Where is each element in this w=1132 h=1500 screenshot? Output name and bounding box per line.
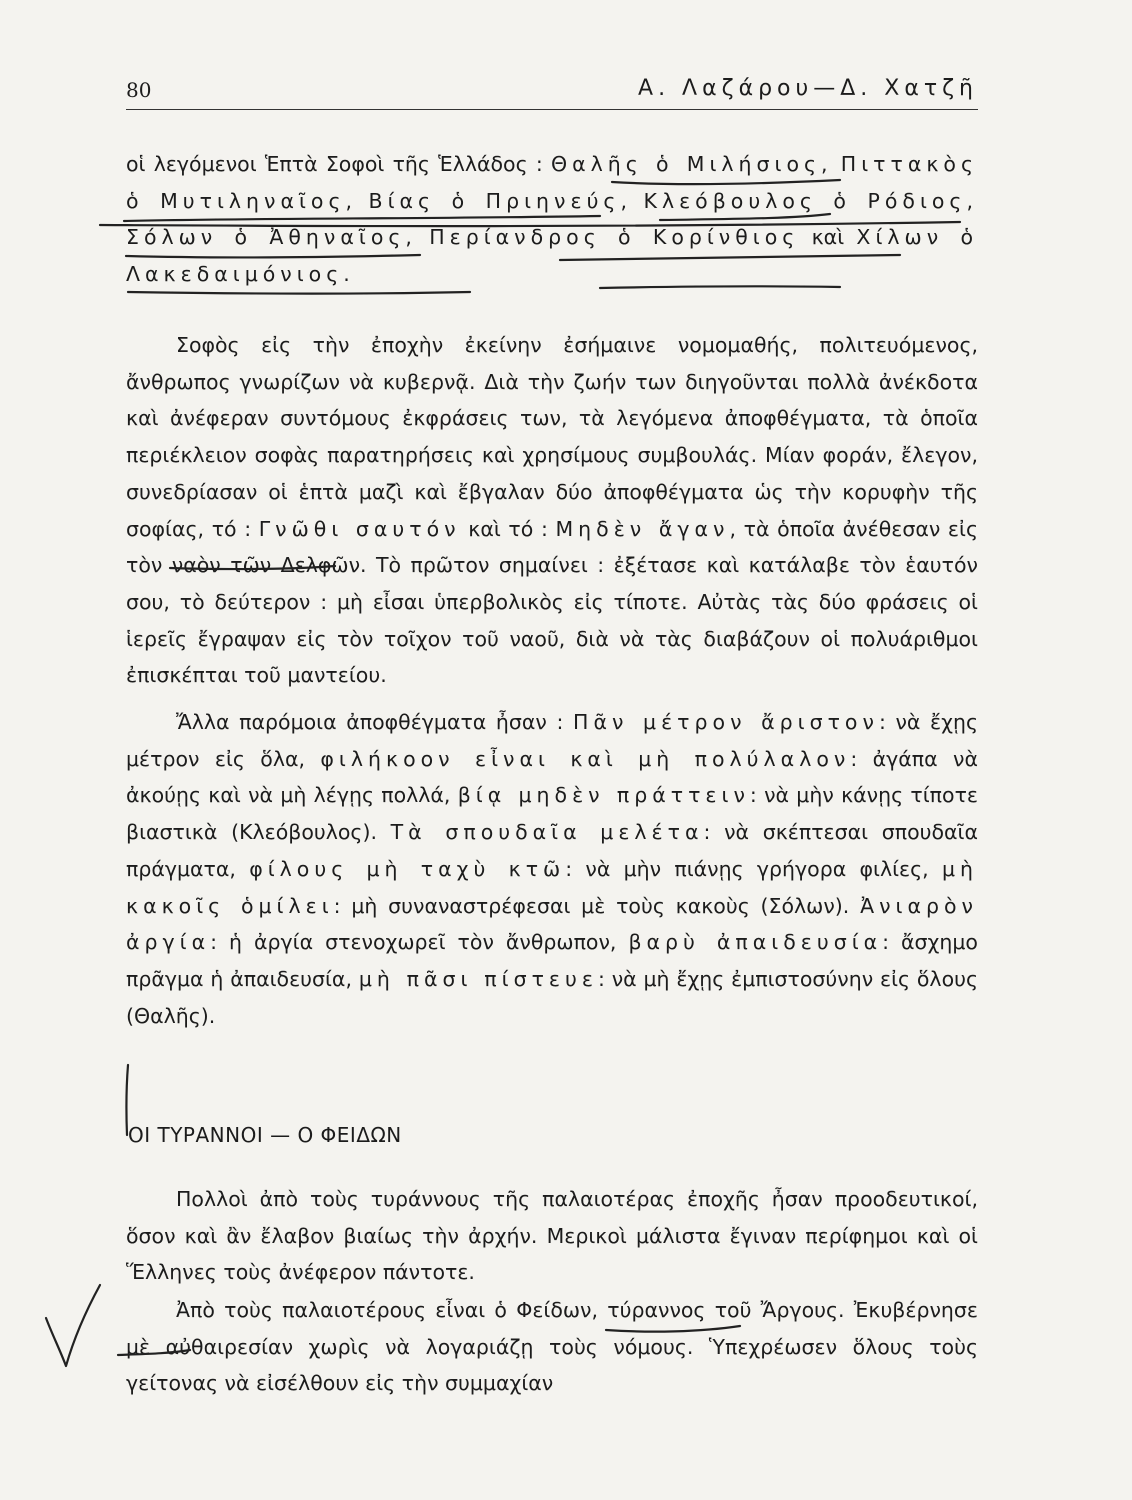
saying-gnothi-sauton: Γνῶθι σαυτόν	[258, 516, 461, 541]
sage-chilon: Χίλων ὁ Λακεδαιμόνιος.	[126, 225, 978, 287]
wisdom-text-2: καὶ τό :	[460, 516, 556, 541]
wisdom-text-1: Σοφὸς εἰς τὴν ἐποχὴν ἐκείνην ἐσήμαινε νομομαθής, πολιτευόμενος, ἄνθρωπος γνωρίζων νὰ κυβερνᾷ. Διὰ τὴν ζωήν των διηγοῦνται πολλὰ ἀνέκδοτα καὶ ἀνέφεραν συντόμους ἐκφράσεις των, τὰ λεγόμενα ἀποφθέγματα, τὰ ὁποῖα περιέκλειον σοφὰς παρατηρήσεις καὶ χρησίμους συμβουλάς. Μίαν φοράν, ἔλεγον, συνεδρίασαν οἱ ἑπτὰ μαζὶ καὶ ἔβγαλαν δύο ἀποφθέγματα ὡς τὴν κορυφὴν τῆς σοφίας, τό :	[126, 333, 978, 541]
sage-kleoboulos: Κλεόβουλος ὁ Ρόδιος,	[643, 188, 978, 213]
saying-gloss: : ἄσχημο πρᾶγμα ἡ ἀπαιδευσία,	[126, 930, 978, 991]
saying: φιλήκοον εἶναι καὶ μὴ πολύλαλον	[320, 746, 851, 771]
sages-and: καὶ	[799, 225, 857, 250]
sages-intro: οἱ λεγόμενοι Ἑπτὰ Σοφοὶ τῆς Ἑλλάδος :	[126, 152, 551, 176]
saying-gloss: : νὰ μὴν πιάνῃς γρήγορα φιλίες,	[565, 856, 942, 881]
saying: βαρὺ ἀπαιδευσία	[628, 930, 883, 955]
saying-gloss: : ἡ ἀργία στενοχωρεῖ τὸν ἄνθρωπον,	[210, 930, 629, 955]
paragraph-tyrants: Πολλοὶ ἀπὸ τοὺς τυράννους τῆς παλαιοτέρας ἐποχῆς ἦσαν προοδευτικοί, ὅσον καὶ ἂν ἔλαβον βιαίως τὴν ἀρχήν. Μερικοὶ μάλιστα ἔγιναν περίφημοι καὶ οἱ Ἕλληνες τοὺς ἀνέφερον πάντοτε.	[126, 1187, 978, 1285]
saying-meden-agan: Μηδὲν ἄγαν	[555, 516, 730, 541]
saying: βίᾳ μηδὲν πράττειν	[457, 783, 750, 808]
saying-gloss: : νὰ μὴ ἔχῃς ἐμπιστοσύνην εἰς ὅλους (Θαλῆς).	[126, 966, 979, 1028]
saying-gloss: : μὴ συναναστρέφεσαι μὲ τοὺς κακοὺς (Σόλων).	[333, 893, 861, 918]
saying: φίλους μὴ ταχὺ κτῶ	[249, 856, 566, 881]
running-title: Α. Λαζάρου—Δ. Χατζῆ	[638, 76, 978, 101]
sage-bias: Βίας ὁ Πριηνεύς,	[368, 188, 632, 213]
paragraph-pheidon: Ἀπὸ τοὺς παλαιοτέρους εἶναι ὁ Φείδων, τύραννος τοῦ Ἄργους. Ἐκυβέρνησε μὲ αὐθαιρεσίαν χωρὶς νὰ λογαριάζῃ τοὺς νόμους. Ὑπεχρέωσεν ὅλους τοὺς γείτονας νὰ εἰσέλθουν εἰς τὴν συμμαχίαν	[126, 1298, 978, 1396]
saying: Πᾶν μέτρον ἄριστον	[573, 710, 879, 734]
saying: μὴ κακοῖς ὁμίλει	[126, 856, 978, 918]
sayings-intro: Ἄλλα παρόμοια ἀποφθέγματα ἦσαν :	[176, 710, 574, 734]
sage-periandros: Περίανδρος ὁ Κορίνθιος	[429, 225, 800, 250]
checkmark-icon	[46, 1285, 100, 1366]
sage-solon: Σόλων ὁ Ἀθηναῖος,	[126, 225, 417, 250]
saying-gloss: : ἀγάπα νὰ ἀκούῃς καὶ νὰ μὴ λέγῃς πολλά,	[126, 746, 978, 808]
paragraph-sayings	[126, 704, 978, 1034]
saying-gloss: : νὰ μὴν κάνῃς τίποτε βιαστικὰ (Κλεόβουλος).	[126, 783, 978, 845]
saying-gloss: : νὰ ἔχῃς μέτρον εἰς ὅλα,	[126, 710, 978, 771]
saying: Ἀνιαρὸν ἀργία	[126, 893, 978, 955]
header-rule	[126, 109, 978, 110]
sage-thales: Θαλῆς ὁ Μιλήσιος,	[550, 152, 833, 176]
paragraph-wisdom	[126, 327, 978, 694]
sage-pittakos: Πιττακὸς ὁ Μυτιληναῖος,	[126, 152, 978, 213]
running-head	[126, 72, 978, 106]
paragraph-seven-sages	[126, 146, 978, 293]
saying: Τὰ σπουδαῖα μελέτα	[390, 820, 704, 845]
saying-gloss: : νὰ σκέπτεσαι σπουδαῖα πράγματα,	[126, 820, 978, 881]
wisdom-text-3: , τὰ ὁποῖα ἀνέθεσαν εἰς τὸν ναὸν τῶν Δελφῶν. Τὸ πρῶτον σημαίνει : ἐξέτασε καὶ κατάλαβε τὸν ἑαυτόν σου, τὸ δεύτερον : μὴ εἶσαι ὑπερβολικὸς εἰς τίποτε. Αὐτὰς τὰς δύο φράσεις οἱ ἱερεῖς ἔγραψαν εἰς τὸν τοῖχον τοῦ ναοῦ, διὰ νὰ τὰς διαβάζουν οἱ πολυάριθμοι ἐπισκέπται τοῦ μαντείου.	[126, 516, 978, 688]
section-heading: ΟΙ ΤΥΡΑΝΝΟΙ — Ο ΦΕΙΔΩΝ	[128, 1123, 402, 1147]
saying: μὴ πᾶσι πίστευε	[358, 966, 598, 991]
page-number: 80	[126, 78, 152, 102]
